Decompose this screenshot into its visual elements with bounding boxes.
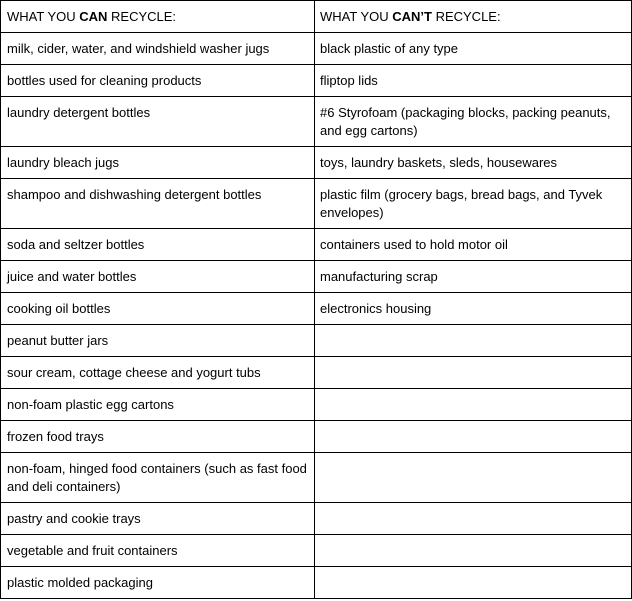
table-row (1, 325, 632, 357)
cant-cell (315, 325, 632, 357)
can-cell: sour cream, cottage cheese and yogurt tubs (1, 357, 315, 389)
can-cell: plastic molded packaging (1, 567, 315, 599)
table-row (1, 293, 632, 325)
header-can-suffix: RECYCLE: (107, 9, 177, 24)
table-row (1, 33, 632, 65)
can-cell: milk, cider, water, and windshield washer jugs (1, 33, 315, 65)
cant-cell (315, 453, 632, 503)
table-row (1, 261, 632, 293)
cant-cell: fliptop lids (315, 65, 632, 97)
cant-cell: electronics housing (315, 293, 632, 325)
cant-cell (315, 567, 632, 599)
can-cell: soda and seltzer bottles (1, 229, 315, 261)
table-row (1, 453, 632, 503)
table-row (1, 421, 632, 453)
header-cant-emphasis: CAN’T (392, 9, 432, 24)
can-cell: cooking oil bottles (1, 293, 315, 325)
can-cell: laundry bleach jugs (1, 147, 315, 179)
can-cell: frozen food trays (1, 421, 315, 453)
table-row (1, 147, 632, 179)
table-row (1, 357, 632, 389)
can-cell: vegetable and fruit containers (1, 535, 315, 567)
table-header-row (1, 1, 632, 33)
header-can-emphasis: CAN (79, 9, 108, 24)
cant-cell: #6 Styrofoam (packaging blocks, packing peanuts, and egg cartons) (315, 97, 632, 147)
table-row (1, 389, 632, 421)
table-row (1, 567, 632, 599)
table-row (1, 97, 632, 147)
can-cell: bottles used for cleaning products (1, 65, 315, 97)
header-cant-suffix: RECYCLE: (431, 9, 501, 24)
cant-cell (315, 389, 632, 421)
table-row (1, 503, 632, 535)
cant-cell (315, 503, 632, 535)
can-cell: non-foam, hinged food containers (such as fast food and deli containers) (1, 453, 315, 503)
header-cant-recycle (315, 1, 632, 33)
can-cell: peanut butter jars (1, 325, 315, 357)
cant-cell (315, 535, 632, 567)
table-row (1, 179, 632, 229)
can-cell: pastry and cookie trays (1, 503, 315, 535)
table-row (1, 535, 632, 567)
cant-cell: black plastic of any type (315, 33, 632, 65)
cant-cell: containers used to hold motor oil (315, 229, 632, 261)
cant-cell: plastic film (grocery bags, bread bags, and Tyvek envelopes) (315, 179, 632, 229)
can-cell: non-foam plastic egg cartons (1, 389, 315, 421)
table-row (1, 65, 632, 97)
can-cell: juice and water bottles (1, 261, 315, 293)
cant-cell: toys, laundry baskets, sleds, housewares (315, 147, 632, 179)
header-can-prefix: WHAT YOU (7, 9, 80, 24)
header-cant-prefix: WHAT YOU (320, 9, 393, 24)
can-cell: laundry detergent bottles (1, 97, 315, 147)
cant-cell (315, 357, 632, 389)
cant-cell (315, 421, 632, 453)
cant-cell: manufacturing scrap (315, 261, 632, 293)
header-can-recycle (1, 1, 315, 33)
can-cell: shampoo and dishwashing detergent bottles (1, 179, 315, 229)
table-row (1, 229, 632, 261)
